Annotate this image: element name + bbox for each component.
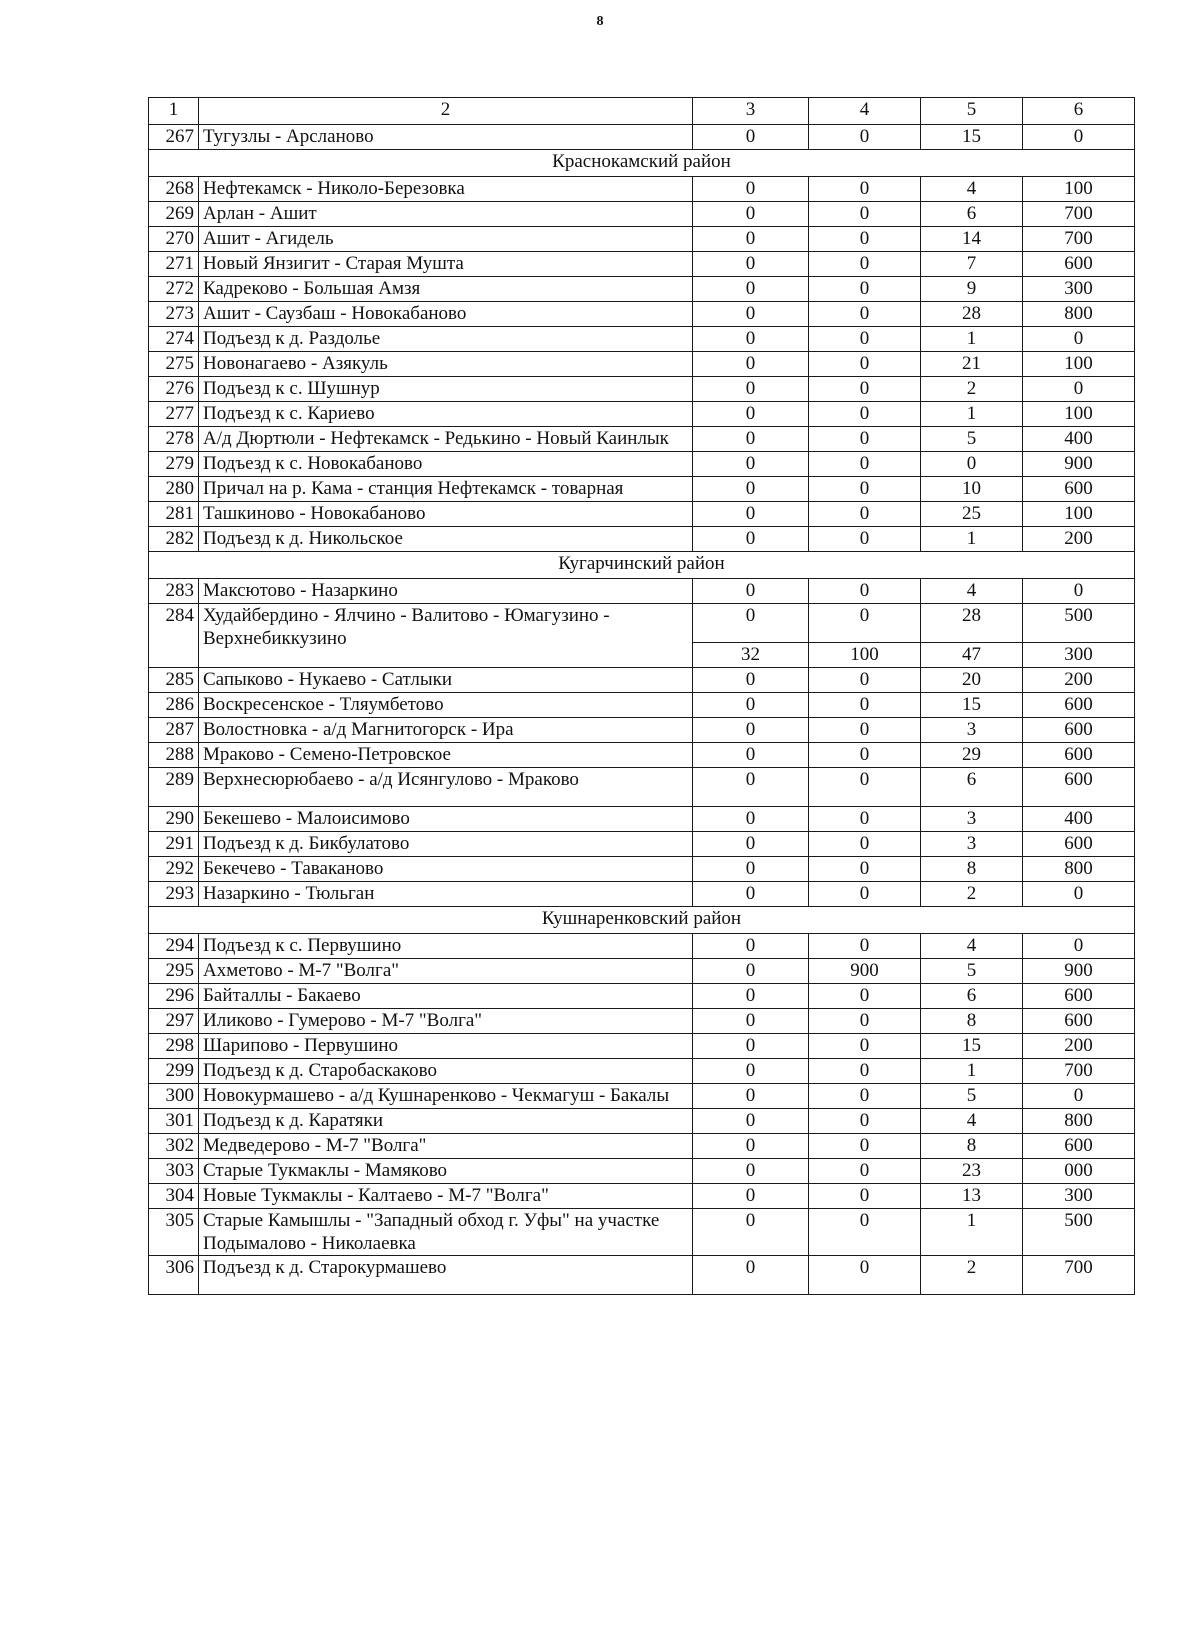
district-heading: Краснокамский район <box>149 150 1135 177</box>
road-name: Старые Тукмаклы - Мамяково <box>199 1159 693 1184</box>
row-number: 272 <box>149 277 199 302</box>
road-name: Воскресенское - Тляумбетово <box>199 693 693 718</box>
value-c5: 15 <box>921 1034 1023 1059</box>
value-c6: 900 <box>1023 959 1135 984</box>
table-row <box>149 743 1135 768</box>
road-name: Подъезд к с. Шушнур <box>199 377 693 402</box>
value-c6: 0 <box>1023 377 1135 402</box>
row-number: 305 <box>149 1209 199 1256</box>
road-name: Новый Янзигит - Старая Мушта <box>199 252 693 277</box>
value-c6: 100 <box>1023 402 1135 427</box>
road-name: Шарипово - Первушино <box>199 1034 693 1059</box>
table-row <box>149 807 1135 832</box>
value-c5: 25 <box>921 502 1023 527</box>
road-name: Новокурмашево - а/д Кушнаренково - Чекмагуш - Бакалы <box>199 1084 693 1109</box>
table-row <box>149 377 1135 402</box>
value-c4: 0 <box>809 1009 921 1034</box>
table-row <box>149 227 1135 252</box>
value-c3: 0 <box>693 477 809 502</box>
row-number: 282 <box>149 527 199 552</box>
value-c3: 0 <box>693 857 809 882</box>
header-cell: 4 <box>809 98 921 125</box>
value-c3: 0 <box>693 502 809 527</box>
road-name: Волостновка - а/д Магнитогорск - Ира <box>199 718 693 743</box>
district-row <box>149 150 1135 177</box>
value-c6: 700 <box>1023 1059 1135 1084</box>
value-c3: 0 <box>693 352 809 377</box>
value-c4: 0 <box>809 402 921 427</box>
value-c5: 6 <box>921 768 1023 807</box>
value-c3: 0 <box>693 227 809 252</box>
value-c6: 100 <box>1023 502 1135 527</box>
table-row <box>149 177 1135 202</box>
road-name: Арлан - Ашит <box>199 202 693 227</box>
table-row <box>149 1256 1135 1295</box>
table-row <box>149 768 1135 807</box>
value-c4: 0 <box>809 302 921 327</box>
table-row <box>149 604 1135 643</box>
row-number: 271 <box>149 252 199 277</box>
value-c3: 0 <box>693 934 809 959</box>
value-c3: 0 <box>693 693 809 718</box>
value-c5: 4 <box>921 1109 1023 1134</box>
value-c4: 0 <box>809 668 921 693</box>
road-name: Подъезд к д. Каратяки <box>199 1109 693 1134</box>
table-row <box>149 832 1135 857</box>
value-c5: 15 <box>921 125 1023 150</box>
row-number: 280 <box>149 477 199 502</box>
value-c6: 700 <box>1023 202 1135 227</box>
table-row <box>149 125 1135 150</box>
value-c6: 0 <box>1023 1084 1135 1109</box>
value-c3: 0 <box>693 1209 809 1256</box>
district-heading: Кушнаренковский район <box>149 907 1135 934</box>
value-c3: 0 <box>693 1034 809 1059</box>
road-name: Новонагаево - Азякуль <box>199 352 693 377</box>
value-c4: 0 <box>809 202 921 227</box>
table-row <box>149 302 1135 327</box>
value-c3: 0 <box>693 1009 809 1034</box>
road-name: Бекешево - Малоисимово <box>199 807 693 832</box>
value-c4: 0 <box>809 177 921 202</box>
row-number: 288 <box>149 743 199 768</box>
value-c4: 0 <box>809 125 921 150</box>
row-number: 293 <box>149 882 199 907</box>
value-c4: 0 <box>809 427 921 452</box>
value-c6: 0 <box>1023 882 1135 907</box>
value-c6: 0 <box>1023 934 1135 959</box>
value-c3: 0 <box>693 327 809 352</box>
value-c6: 800 <box>1023 302 1135 327</box>
row-number: 294 <box>149 934 199 959</box>
road-name: Подъезд к д. Бикбулатово <box>199 832 693 857</box>
value-c4: 0 <box>809 832 921 857</box>
row-number: 298 <box>149 1034 199 1059</box>
value-c4: 0 <box>809 452 921 477</box>
value-c3: 0 <box>693 527 809 552</box>
value-c4: 0 <box>809 604 921 643</box>
row-number: 274 <box>149 327 199 352</box>
value-c5: 8 <box>921 857 1023 882</box>
row-number: 286 <box>149 693 199 718</box>
table-row <box>149 427 1135 452</box>
value-c3: 0 <box>693 202 809 227</box>
value-c5: 8 <box>921 1009 1023 1034</box>
value-c3: 0 <box>693 718 809 743</box>
value-c3: 0 <box>693 579 809 604</box>
value-c6: 100 <box>1023 352 1135 377</box>
value-c3: 0 <box>693 377 809 402</box>
header-cell: 2 <box>199 98 693 125</box>
value-c5: 9 <box>921 277 1023 302</box>
row-number: 268 <box>149 177 199 202</box>
value-c5: 4 <box>921 934 1023 959</box>
value-c6: 700 <box>1023 1256 1135 1295</box>
value-c5: 6 <box>921 202 1023 227</box>
value-c3: 0 <box>693 452 809 477</box>
row-number: 289 <box>149 768 199 807</box>
value-c4: 0 <box>809 1084 921 1109</box>
value-c6: 600 <box>1023 1009 1135 1034</box>
value-c3: 0 <box>693 984 809 1009</box>
row-number: 281 <box>149 502 199 527</box>
value-c5: 1 <box>921 327 1023 352</box>
table-row <box>149 857 1135 882</box>
road-name: Подъезд к с. Первушино <box>199 934 693 959</box>
value-c6: 0 <box>1023 327 1135 352</box>
row-number: 275 <box>149 352 199 377</box>
value-c6: 200 <box>1023 668 1135 693</box>
road-name: Медведерово - М-7 "Волга" <box>199 1134 693 1159</box>
value-c3: 0 <box>693 1109 809 1134</box>
row-number: 273 <box>149 302 199 327</box>
value-c3: 0 <box>693 1084 809 1109</box>
table-row <box>149 1084 1135 1109</box>
value-c6: 200 <box>1023 527 1135 552</box>
road-name: Тугузлы - Арсланово <box>199 125 693 150</box>
row-number: 304 <box>149 1184 199 1209</box>
road-name: Максютово - Назаркино <box>199 579 693 604</box>
value-c3: 0 <box>693 302 809 327</box>
value-c4: 0 <box>809 882 921 907</box>
value-c5: 21 <box>921 352 1023 377</box>
table-row <box>149 477 1135 502</box>
road-name: Подъезд к с. Кариево <box>199 402 693 427</box>
value-c4: 0 <box>809 693 921 718</box>
value-c4: 0 <box>809 984 921 1009</box>
value-c4: 0 <box>809 1209 921 1256</box>
value-c6: 900 <box>1023 452 1135 477</box>
row-number: 299 <box>149 1059 199 1084</box>
value-c5: 47 <box>921 643 1023 668</box>
value-c6: 600 <box>1023 252 1135 277</box>
value-c3: 0 <box>693 125 809 150</box>
value-c3: 0 <box>693 252 809 277</box>
table-row <box>149 1059 1135 1084</box>
header-cell: 6 <box>1023 98 1135 125</box>
value-c5: 6 <box>921 984 1023 1009</box>
value-c3: 0 <box>693 1184 809 1209</box>
table-row <box>149 1134 1135 1159</box>
value-c3: 0 <box>693 1159 809 1184</box>
value-c5: 8 <box>921 1134 1023 1159</box>
row-number: 290 <box>149 807 199 832</box>
table-row <box>149 402 1135 427</box>
header-cell: 1 <box>149 98 199 125</box>
value-c4: 0 <box>809 934 921 959</box>
value-c5: 2 <box>921 882 1023 907</box>
table-row <box>149 1034 1135 1059</box>
road-name: Назаркино - Тюльган <box>199 882 693 907</box>
value-c4: 0 <box>809 277 921 302</box>
value-c4: 0 <box>809 1034 921 1059</box>
value-c6: 600 <box>1023 1134 1135 1159</box>
table-row <box>149 502 1135 527</box>
value-c6: 600 <box>1023 718 1135 743</box>
value-c4: 900 <box>809 959 921 984</box>
value-c3: 0 <box>693 277 809 302</box>
value-c6: 400 <box>1023 427 1135 452</box>
value-c6: 600 <box>1023 743 1135 768</box>
value-c6: 700 <box>1023 227 1135 252</box>
value-c6: 400 <box>1023 807 1135 832</box>
road-name: Подъезд к д. Раздолье <box>199 327 693 352</box>
value-c4: 0 <box>809 477 921 502</box>
table-row <box>149 1109 1135 1134</box>
road-name: Худайбердино - Ялчино - Валитово - Юмагузино - Верхнебиккузино <box>199 604 693 668</box>
value-c3: 0 <box>693 668 809 693</box>
table-row <box>149 277 1135 302</box>
value-c5: 5 <box>921 1084 1023 1109</box>
value-c6: 300 <box>1023 1184 1135 1209</box>
row-number: 283 <box>149 579 199 604</box>
row-number: 269 <box>149 202 199 227</box>
road-name: Старые Камышлы - "Западный обход г. Уфы" на участке Подымалово - Николаевка <box>199 1209 693 1256</box>
road-name: Причал на р. Кама - станция Нефтекамск - товарная <box>199 477 693 502</box>
value-c6: 000 <box>1023 1159 1135 1184</box>
row-number: 303 <box>149 1159 199 1184</box>
value-c3: 0 <box>693 807 809 832</box>
value-c5: 1 <box>921 1209 1023 1256</box>
table-row <box>149 959 1135 984</box>
value-c5: 2 <box>921 377 1023 402</box>
table-row <box>149 452 1135 477</box>
road-name: Подъезд к д. Старокурмашево <box>199 1256 693 1295</box>
value-c5: 2 <box>921 1256 1023 1295</box>
row-number: 284 <box>149 604 199 668</box>
value-c5: 15 <box>921 693 1023 718</box>
row-number: 276 <box>149 377 199 402</box>
value-c4: 0 <box>809 579 921 604</box>
value-c4: 0 <box>809 743 921 768</box>
value-c3: 32 <box>693 643 809 668</box>
row-number: 306 <box>149 1256 199 1295</box>
value-c6: 800 <box>1023 1109 1135 1134</box>
value-c4: 0 <box>809 502 921 527</box>
row-number: 267 <box>149 125 199 150</box>
value-c4: 0 <box>809 252 921 277</box>
row-number: 295 <box>149 959 199 984</box>
table-row <box>149 202 1135 227</box>
value-c4: 0 <box>809 768 921 807</box>
road-name: Подъезд к д. Старобаскаково <box>199 1059 693 1084</box>
road-name: Мраково - Семено-Петровское <box>199 743 693 768</box>
value-c5: 1 <box>921 402 1023 427</box>
roads-table <box>148 97 1135 1295</box>
road-name: Ахметово - М-7 "Волга" <box>199 959 693 984</box>
value-c3: 0 <box>693 882 809 907</box>
table-row <box>149 1184 1135 1209</box>
value-c3: 0 <box>693 402 809 427</box>
road-name: Ашит - Саузбаш - Новокабаново <box>199 302 693 327</box>
value-c4: 0 <box>809 1134 921 1159</box>
row-number: 301 <box>149 1109 199 1134</box>
value-c6: 300 <box>1023 643 1135 668</box>
value-c4: 0 <box>809 857 921 882</box>
value-c3: 0 <box>693 1134 809 1159</box>
value-c5: 20 <box>921 668 1023 693</box>
district-heading: Кугарчинский район <box>149 552 1135 579</box>
value-c5: 1 <box>921 1059 1023 1084</box>
value-c4: 100 <box>809 643 921 668</box>
value-c4: 0 <box>809 227 921 252</box>
row-number: 277 <box>149 402 199 427</box>
row-number: 287 <box>149 718 199 743</box>
value-c6: 0 <box>1023 125 1135 150</box>
value-c6: 600 <box>1023 984 1135 1009</box>
row-number: 270 <box>149 227 199 252</box>
value-c6: 100 <box>1023 177 1135 202</box>
value-c5: 3 <box>921 718 1023 743</box>
value-c6: 800 <box>1023 857 1135 882</box>
row-number: 291 <box>149 832 199 857</box>
value-c5: 29 <box>921 743 1023 768</box>
table-row <box>149 579 1135 604</box>
header-cell: 3 <box>693 98 809 125</box>
row-number: 297 <box>149 1009 199 1034</box>
table-row <box>149 527 1135 552</box>
value-c5: 10 <box>921 477 1023 502</box>
value-c4: 0 <box>809 1059 921 1084</box>
table-row <box>149 718 1135 743</box>
road-name: Байталлы - Бакаево <box>199 984 693 1009</box>
value-c5: 28 <box>921 302 1023 327</box>
value-c5: 5 <box>921 959 1023 984</box>
road-name: Ташкиново - Новокабаново <box>199 502 693 527</box>
value-c4: 0 <box>809 1184 921 1209</box>
table-row <box>149 352 1135 377</box>
value-c5: 13 <box>921 1184 1023 1209</box>
value-c3: 0 <box>693 427 809 452</box>
road-name: Подъезд к с. Новокабаново <box>199 452 693 477</box>
row-number: 302 <box>149 1134 199 1159</box>
value-c6: 0 <box>1023 579 1135 604</box>
value-c5: 3 <box>921 807 1023 832</box>
value-c4: 0 <box>809 1159 921 1184</box>
row-number: 296 <box>149 984 199 1009</box>
value-c3: 0 <box>693 604 809 643</box>
value-c4: 0 <box>809 377 921 402</box>
road-name: А/д Дюртюли - Нефтекамск - Редькино - Новый Каинлык <box>199 427 693 452</box>
value-c5: 1 <box>921 527 1023 552</box>
row-number: 300 <box>149 1084 199 1109</box>
value-c6: 300 <box>1023 277 1135 302</box>
value-c6: 200 <box>1023 1034 1135 1059</box>
table-row <box>149 668 1135 693</box>
value-c3: 0 <box>693 743 809 768</box>
value-c4: 0 <box>809 327 921 352</box>
road-name: Кадреково - Большая Амзя <box>199 277 693 302</box>
value-c6: 600 <box>1023 832 1135 857</box>
table-row <box>149 1159 1135 1184</box>
value-c3: 0 <box>693 177 809 202</box>
page-number: 8 <box>596 14 604 29</box>
value-c5: 4 <box>921 177 1023 202</box>
road-name: Подъезд к д. Никольское <box>199 527 693 552</box>
table-row <box>149 984 1135 1009</box>
value-c5: 14 <box>921 227 1023 252</box>
value-c6: 600 <box>1023 477 1135 502</box>
road-name: Нефтекамск - Николо-Березовка <box>199 177 693 202</box>
value-c5: 23 <box>921 1159 1023 1184</box>
row-number: 279 <box>149 452 199 477</box>
value-c3: 0 <box>693 768 809 807</box>
road-name: Сапыково - Нукаево - Сатлыки <box>199 668 693 693</box>
value-c4: 0 <box>809 1109 921 1134</box>
value-c5: 7 <box>921 252 1023 277</box>
road-name: Бекечево - Таваканово <box>199 857 693 882</box>
value-c3: 0 <box>693 832 809 857</box>
table-row <box>149 252 1135 277</box>
row-number: 285 <box>149 668 199 693</box>
row-number: 292 <box>149 857 199 882</box>
value-c3: 0 <box>693 1256 809 1295</box>
value-c4: 0 <box>809 352 921 377</box>
table-row <box>149 327 1135 352</box>
table-row <box>149 1009 1135 1034</box>
value-c5: 3 <box>921 832 1023 857</box>
value-c5: 0 <box>921 452 1023 477</box>
row-number: 278 <box>149 427 199 452</box>
value-c6: 600 <box>1023 768 1135 807</box>
road-name: Новые Тукмаклы - Калтаево - М-7 "Волга" <box>199 1184 693 1209</box>
value-c5: 5 <box>921 427 1023 452</box>
value-c3: 0 <box>693 959 809 984</box>
road-name: Иликово - Гумерово - М-7 "Волга" <box>199 1009 693 1034</box>
value-c4: 0 <box>809 807 921 832</box>
header-cell: 5 <box>921 98 1023 125</box>
road-name: Верхнесюрюбаево - а/д Исянгулово - Мраково <box>199 768 693 807</box>
header-row <box>149 98 1135 125</box>
value-c6: 500 <box>1023 604 1135 643</box>
value-c6: 500 <box>1023 1209 1135 1256</box>
table-row <box>149 934 1135 959</box>
table-row <box>149 882 1135 907</box>
table-row <box>149 693 1135 718</box>
value-c6: 600 <box>1023 693 1135 718</box>
value-c4: 0 <box>809 718 921 743</box>
road-name: Ашит - Агидель <box>199 227 693 252</box>
district-row <box>149 552 1135 579</box>
value-c3: 0 <box>693 1059 809 1084</box>
value-c4: 0 <box>809 527 921 552</box>
value-c5: 28 <box>921 604 1023 643</box>
district-row <box>149 907 1135 934</box>
table-row <box>149 1209 1135 1256</box>
value-c5: 4 <box>921 579 1023 604</box>
value-c4: 0 <box>809 1256 921 1295</box>
